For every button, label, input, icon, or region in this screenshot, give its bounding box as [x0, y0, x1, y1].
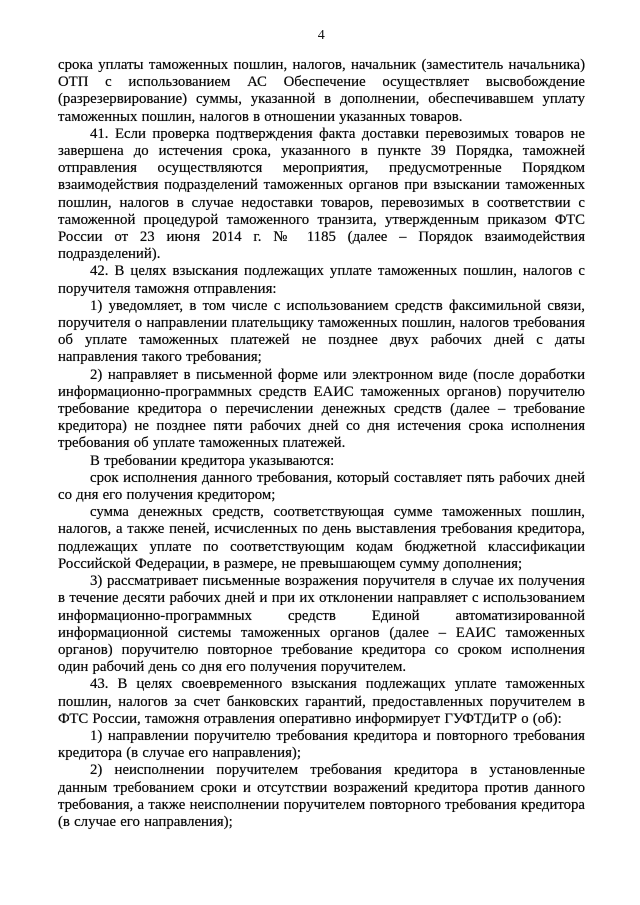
document-body	[58, 57, 585, 831]
page-number: 4	[317, 28, 326, 43]
paragraph: срока уплаты таможенных пошлин, налогов, начальник (заместитель начальника) ОТП с использованием АС Обеспечение осуществляет высвобождение (разрезервирование) суммы, указанной в дополнении, обеспечивавшем уплату таможенных пошлин, налогов в отношении указанных товаров.	[58, 57, 585, 125]
paragraph: 2) неисполнении поручителем требования кредитора в установленные данным требованием сроки и отсутствии возражений кредитора против данного требования, а также неисполнении поручителем повторного требования кредитора (в случае его направления);	[58, 762, 585, 830]
paragraph: 1) направлении поручителю требования кредитора и повторного требования кредитора (в случае его направления);	[58, 727, 585, 762]
paragraph: 1) уведомляет, в том числе с использованием средств факсимильной связи, поручителя о направлении плательщику таможенных пошлин, налогов требования об уплате таможенных платежей не позднее двух рабочих дней с даты направления такого требования;	[58, 297, 585, 366]
paragraph: В требовании кредитора указываются:	[90, 452, 335, 469]
paragraph: 42. В целях взыскания подлежащих уплате таможенных пошлин, налогов с поручителя таможня отправления:	[58, 263, 585, 297]
paragraph: срок исполнения данного требования, который составляет пять рабочих дней со дня его получения кредитором;	[58, 469, 585, 504]
paragraph: 41. Если проверка подтверждения факта доставки перевозимых товаров не завершена до истечения срока, указанного в пункте 39 Порядка, таможней отправления осуществляются мероприятия, предусмотренные Порядком взаимодействия подразделений таможенных органов при взыскании таможенных пошлин, налогов в случае недоставки товаров, перевозимых в соответствии с таможенной процедурой таможенного транзита, утвержденным приказом ФТС России от 23 июня 2014 г. № 1185 (далее – Порядок взаимодействия подразделений).	[58, 125, 585, 263]
paragraph: 3) рассматривает письменные возражения поручителя в случае их получения в течение десяти рабочих дней и при их отклонении направляет с использованием информационно-программных средств Единой автоматизированной информационной системы таможенных органов (далее – ЕАИС таможенных органов) поручителю повторное требование кредитора со сроком исполнения один рабочий день со дня его получения поручителем.	[58, 573, 585, 676]
paragraph: 43. В целях своевременного взыскания подлежащих уплате таможенных пошлин, налогов за счет банковских гарантий, предоставленных поручителем в ФТС России, таможня отравления оперативно информирует ГУФТДиТР о (об):	[58, 676, 585, 727]
paragraph: 2) направляет в письменной форме или электронном виде (после доработки информационно-программных средств ЕАИС таможенных органов) поручителю требование кредитора о перечислении денежных средств (далее – требование кредитора) не позднее пяти рабочих дней со дня истечения срока исполнения требования об уплате таможенных платежей.	[58, 366, 585, 452]
paragraph: сумма денежных средств, соответствующая сумме таможенных пошлин, налогов, а также пеней, исчисленных по день выставления требования кредитора, подлежащих уплате по соответствующим кодам бюджетной классификации Российской Федерации, в размере, не превышающем сумму дополнения;	[58, 504, 585, 572]
